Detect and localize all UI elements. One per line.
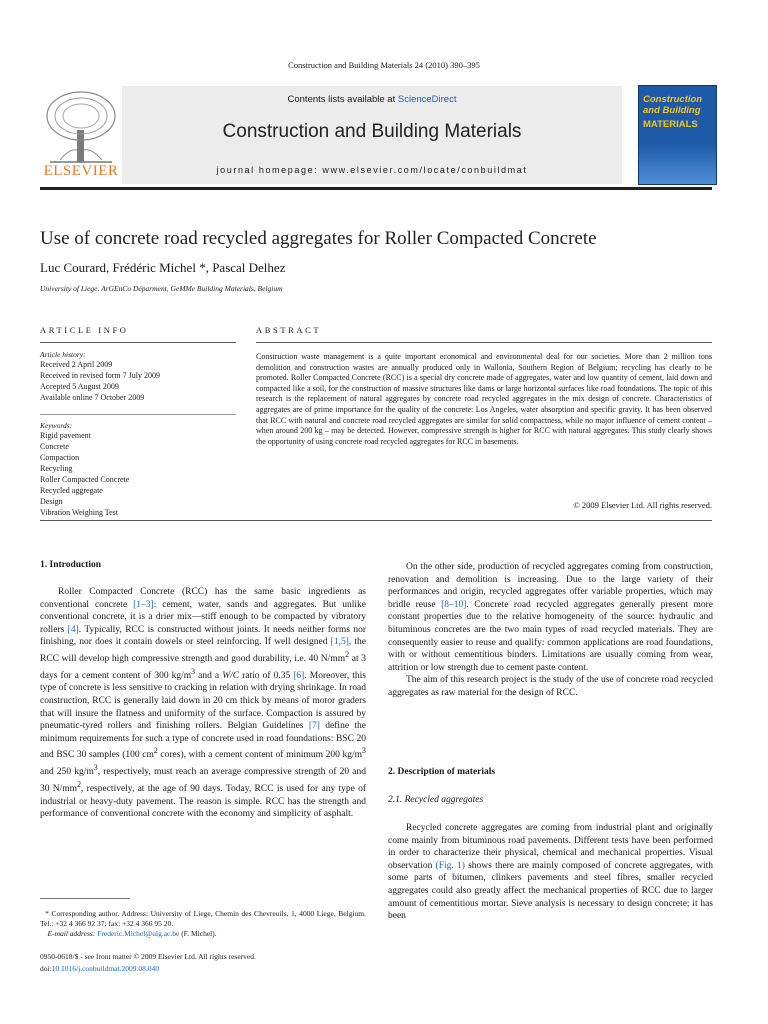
abstract-copyright: © 2009 Elsevier Ltd. All rights reserved. [573, 500, 712, 510]
doi-link[interactable]: 10.1016/j.conbuildmat.2009.08.040 [51, 964, 159, 973]
keyword: Recycled aggregate [40, 486, 103, 495]
keyword: Vibration Weighing Test [40, 508, 119, 517]
abstract-text: Construction waste management is a quite important economical and environmental deal for our societies. More than 2 million tons demolition and construction wastes are annually produced only in Wallonia, Southern Region of Belgium; recycling has clearly to be promoted. Roller Compacted Concrete (RCC) is a special dry concrete made of aggregates, water and low quantity of cement, laid down and compacted like a soil, for the construction of massive structures like dams or large horizontal surfaces like road foundations. The topic of this research is the replacement of natural aggregates by concrete road recycled aggregates in the mix design of concrete. Characteristics of aggregates are of prime importance for the quality of the concrete: Los Angeles, water absorption and specific gravity. It has been observed that RCC with natural and concrete road recycled aggregates are similar for solid compactness, while no major influence of cement content – when around 200 kg – may be detected. However, compressive strength is higher for RCC with natural aggregates. This study clearly shows the opportunity of using concrete road recycled aggregates for RCC in basements. [256, 352, 712, 446]
history-item: Received in revised form 7 July 2009 [40, 371, 160, 380]
sciencedirect-link[interactable]: ScienceDirect [397, 94, 457, 105]
article-info-heading: ARTICLE INFO [40, 325, 129, 335]
abstract-heading: ABSTRACT [256, 325, 322, 335]
right-column [388, 561, 713, 700]
history-label: Article history: [40, 350, 86, 359]
keyword: Concrete [40, 442, 69, 451]
section-1-heading: 1. Introduction [40, 560, 102, 570]
section-2-1-heading: 2.1. Recycled aggregates [388, 795, 484, 805]
contents-prefix: Contents lists available at [287, 94, 396, 105]
paragraph: On the other side, production of recycled aggregates coming from construction, renovation and demolition is increasing. Due to the large variety of their performances and origin, recycled aggregates offer variable properties, which may bridle reuse [8–10]. Concrete road recycled aggregates generally present more constant properties due to the relative homogeneity of the source: hydraulic and bituminous concretes are the two main types of road recycled materials. They are consequently easier to reuse and qualify: common applications are road foundations, with or without cementitious binders. Limitations are usually coming from wear, attrition or low strength due to cement paste content. [388, 562, 714, 673]
journal-citation: Construction and Building Materials 24 (2010) 390–395 [288, 60, 480, 70]
cover-band [639, 144, 716, 184]
intro-text: Roller Compacted Concrete (RCC) has the same basic ingredients as conventional concrete [1–3]: cement, water, sands and aggregates. But unlike conventional concrete, it is a drier mix—stiff enough to be compacted by vibratory rollers [4]. Typically, RCC is constructed without joints. It needs neither forms nor finishing, nor does it contain dowels or steel reinforcing. If well designed [1,5], the RCC will develop high compressive strength and good durability, i.e. 40 $N/mm^2$ at 3 days for a cement content of 300 $kg/m^3$ and a W/C ratio of 0.35 [6]. Moreover, this type of concrete is less sensitive to cracking in relation with drying shrinkage. In road construction, RCC is generally laid down in 20 cm thick by means of motor graders that will insure the flatness and uniformity of the surface. Compaction is assured by pneumatic-tyred rollers and finishing rollers. Belgian Guidelines [7] define the minimum requirements for such a type of concrete used in road foundations: BSC 20 and BSC 30 samples (100 $cm^2$ cores), with a cement content of minimum 200 $kg/m^3$ and 250 $kg/m^3$, respectively, must reach an average compressive strength of 20 and 30 $N/mm^2$, respectively, at the age of 90 days. Today, RCC is used for any type of industrial or heavy-duty pavement. The reason is simple. RCC has the strength and performance of conventional concrete with the economy and simplicity of asphalt. [40, 587, 367, 820]
paragraph: Recycled concrete aggregates are coming from industrial plant and originally come mainly from bituminous road pavements. Different tests have been performed in order to characterize their physical, chemical and mechanical properties. Visual observation (Fig. 1) shows there are mainly composed of concrete aggregates, with some parts of bitumen, clinkers pavements and steel fibres, smaller recycled aggregates could also greatly affect the mechanical properties of RCC due to larger amount of cementitious mortar. Sieve analysis is necessary to design concrete; it has been [388, 823, 714, 922]
article-affiliation: University of Liege, ArGEnCo Déparment, GeMMe Building Materials, Belgium [40, 284, 283, 293]
journal-homepage[interactable]: journal homepage: www.elsevier.com/locate/conbuildmat [216, 165, 528, 175]
intro-paragraph [40, 586, 366, 821]
corresponding-author-footnote: * Corresponding author. Address: University of Liege, Chemin des Chevreuils, 1, 4000 Liege, Belgium. Tel.: +32 4 366 92 37; fax: +32 4 366 95 20. E-mail address: Frederic.Michel@ulg.ac.be (F. Michel). [40, 909, 366, 938]
keywords-label: Keywords: [40, 421, 73, 430]
section-2-heading: 2. Description of materials [388, 767, 496, 777]
abstract-bottom-rule [40, 520, 712, 521]
article-title: Use of concrete road recycled aggregates for Roller Compacted Concrete [40, 228, 597, 249]
paragraph: The aim of this research project is the study of the use of concrete road recycled aggregates as raw material for the design of RCC. [388, 675, 713, 698]
doi-label: doi: [40, 964, 52, 973]
keyword: Roller Compacted Concrete [40, 475, 130, 484]
elsevier-tree-logo [40, 88, 122, 166]
doi-line [40, 964, 366, 974]
keyword: Recycling [40, 464, 73, 473]
cover-title [643, 94, 713, 116]
keyword: Compaction [40, 453, 80, 462]
abstract-rule [256, 342, 712, 343]
issn-line: 0950-0618/$ - see front matter © 2009 Elsevier Ltd. All rights reserved. [40, 952, 256, 961]
history-rule [40, 414, 236, 415]
cover-title-line3: MATERIALS [643, 119, 698, 130]
journal-cover-image [638, 85, 717, 185]
journal-title: Construction and Building Materials [222, 121, 522, 142]
header-rule [40, 187, 712, 190]
article-history [40, 350, 236, 403]
cover-title-line1: Construction [643, 94, 703, 105]
contents-line [122, 94, 622, 105]
keywords-block [40, 421, 236, 518]
history-item: Available online 7 October 2009 [40, 393, 145, 402]
cover-title-line2: and Building [643, 105, 701, 116]
article-authors: Luc Courard, Frédéric Michel *, Pascal Delhez [40, 260, 286, 275]
keyword: Design [40, 497, 63, 506]
elsevier-logo-text: ELSEVIER [43, 163, 119, 179]
history-item: Received 2 April 2009 [40, 360, 113, 369]
history-item: Accepted 5 August 2009 [40, 382, 119, 391]
footnote-rule [40, 898, 130, 899]
keyword: Rigid pavement [40, 431, 91, 440]
recycled-aggregates-text [388, 822, 713, 923]
article-info-rule [40, 342, 236, 343]
